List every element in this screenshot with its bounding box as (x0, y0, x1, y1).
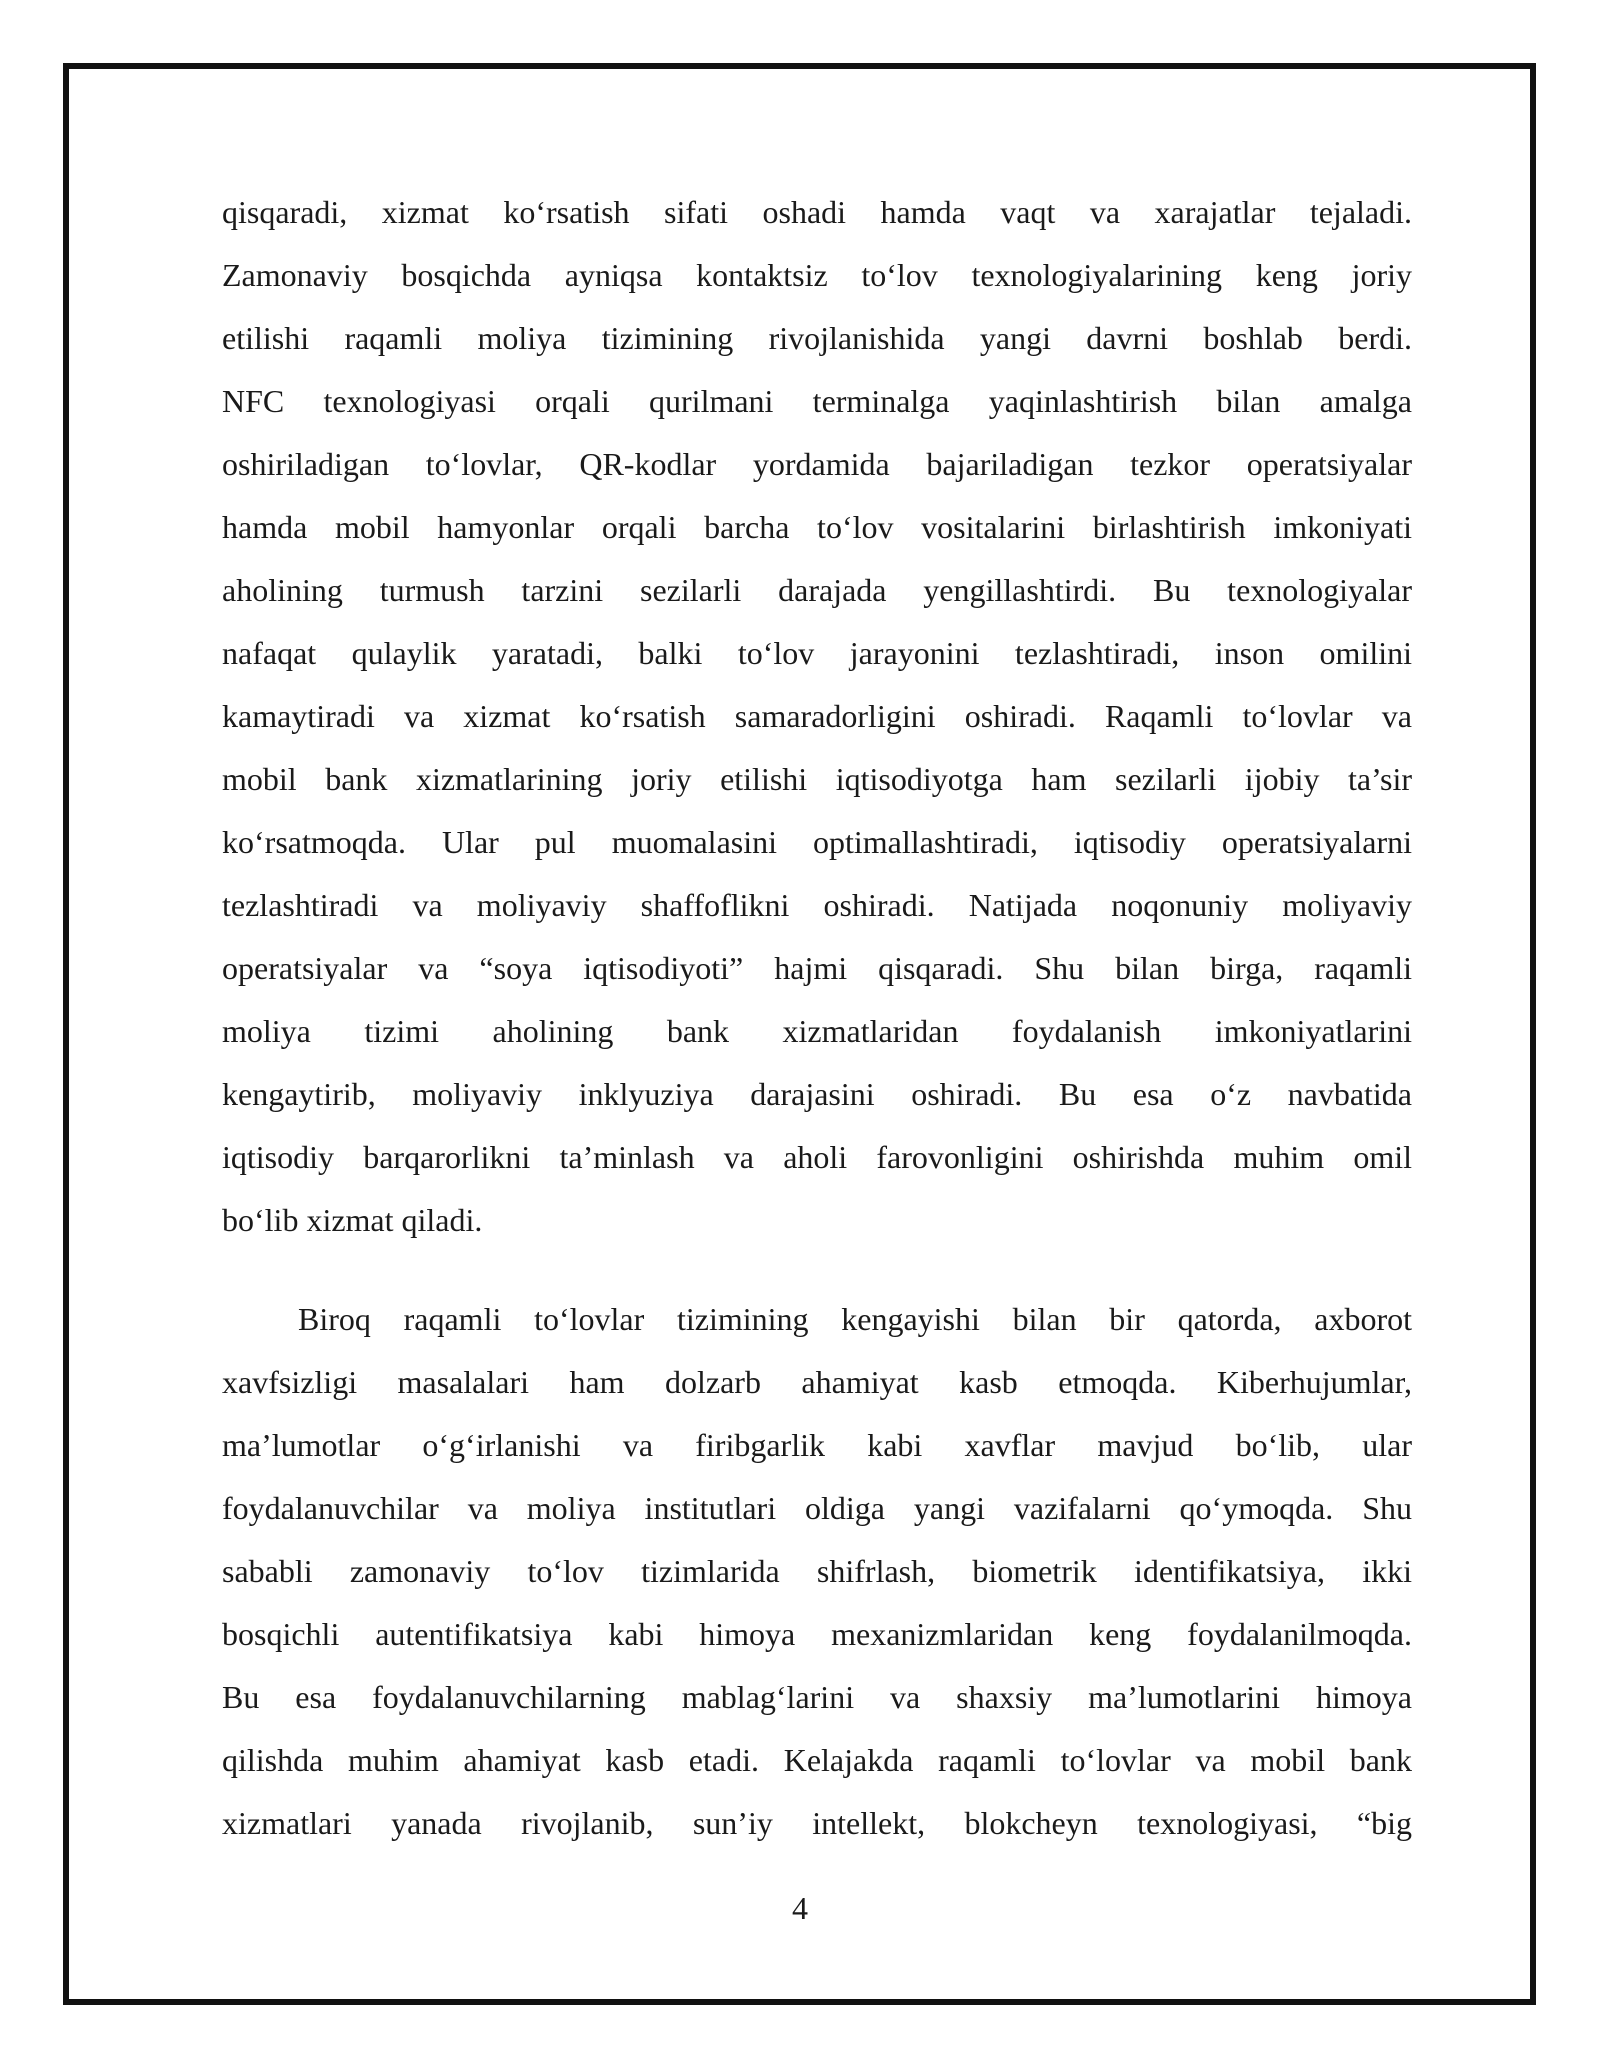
text-line: tezlashtiradi va moliyaviy shaffoflikni oshiradi. Natijada noqonuniy moliyaviy (222, 887, 1412, 923)
text-line: qilishda muhim ahamiyat kasb etadi. Kelajakda raqamli to‘lovlar va mobil bank (222, 1742, 1412, 1778)
text-line: foydalanuvchilar va moliya institutlari oldiga yangi vazifalarni qo‘ymoqda. Shu (222, 1490, 1412, 1526)
text-line: hamda mobil hamyonlar orqali barcha to‘lov vositalarini birlashtirish imkoniyati (222, 509, 1412, 545)
text-line: oshiriladigan to‘lovlar, QR-kodlar yordamida bajariladigan tezkor operatsiyalar (222, 446, 1412, 482)
text-line: xizmatlari yanada rivojlanib, sun’iy intellekt, blokcheyn texnologiyasi, “big (222, 1805, 1412, 1841)
text-line: Biroq raqamli to‘lovlar tizimining kengayishi bilan bir qatorda, axborot (298, 1301, 1412, 1337)
text-line: sababli zamonaviy to‘lov tizimlarida shifrlash, biometrik identifikatsiya, ikki (222, 1553, 1412, 1589)
text-line: nafaqat qulaylik yaratadi, balki to‘lov jarayonini tezlashtiradi, inson omilini (222, 635, 1412, 671)
text-line: etilishi raqamli moliya tizimining rivojlanishida yangi davrni boshlab berdi. (222, 320, 1412, 356)
text-line: Zamonaviy bosqichda ayniqsa kontaktsiz to‘lov texnologiyalarining keng joriy (222, 257, 1412, 293)
text-line: kamaytiradi va xizmat ko‘rsatish samaradorligini oshiradi. Raqamli to‘lovlar va (222, 698, 1412, 734)
document-body (222, 181, 1412, 1855)
text-line: moliya tizimi aholining bank xizmatlaridan foydalanish imkoniyatlarini (222, 1013, 1412, 1049)
page-number: 4 (792, 1890, 808, 1926)
text-line: ma’lumotlar o‘g‘irlanishi va firibgarlik kabi xavflar mavjud bo‘lib, ular (222, 1427, 1412, 1463)
text-line: iqtisodiy barqarorlikni ta’minlash va aholi farovonligini oshirishda muhim omil (222, 1139, 1412, 1175)
text-line: NFC texnologiyasi orqali qurilmani terminalga yaqinlashtirish bilan amalga (222, 383, 1412, 419)
text-line: mobil bank xizmatlarining joriy etilishi iqtisodiyotga ham sezilarli ijobiy ta’sir (222, 761, 1412, 797)
text-line: qisqaradi, xizmat ko‘rsatish sifati oshadi hamda vaqt va xarajatlar tejaladi. (222, 194, 1412, 230)
paragraph-1 (222, 181, 1412, 1252)
text-line: bo‘lib xizmat qiladi. (222, 1202, 483, 1238)
text-line: operatsiyalar va “soya iqtisodiyoti” hajmi qisqaradi. Shu bilan birga, raqamli (222, 950, 1412, 986)
text-line: ko‘rsatmoqda. Ular pul muomalasini optimallashtiradi, iqtisodiy operatsiyalarni (222, 824, 1412, 860)
paragraph-2 (222, 1288, 1412, 1855)
text-line: xavfsizligi masalalari ham dolzarb ahamiyat kasb etmoqda. Kiberhujumlar, (222, 1364, 1412, 1400)
text-line: kengaytirib, moliyaviy inklyuziya darajasini oshiradi. Bu esa o‘z navbatida (222, 1076, 1412, 1112)
text-line: Bu esa foydalanuvchilarning mablag‘larini va shaxsiy ma’lumotlarini himoya (222, 1679, 1412, 1715)
text-line: bosqichli autentifikatsiya kabi himoya mexanizmlaridan keng foydalanilmoqda. (222, 1616, 1412, 1652)
text-line: aholining turmush tarzini sezilarli darajada yengillashtirdi. Bu texnologiyalar (222, 572, 1412, 608)
paragraph-spacer (222, 1252, 1412, 1288)
